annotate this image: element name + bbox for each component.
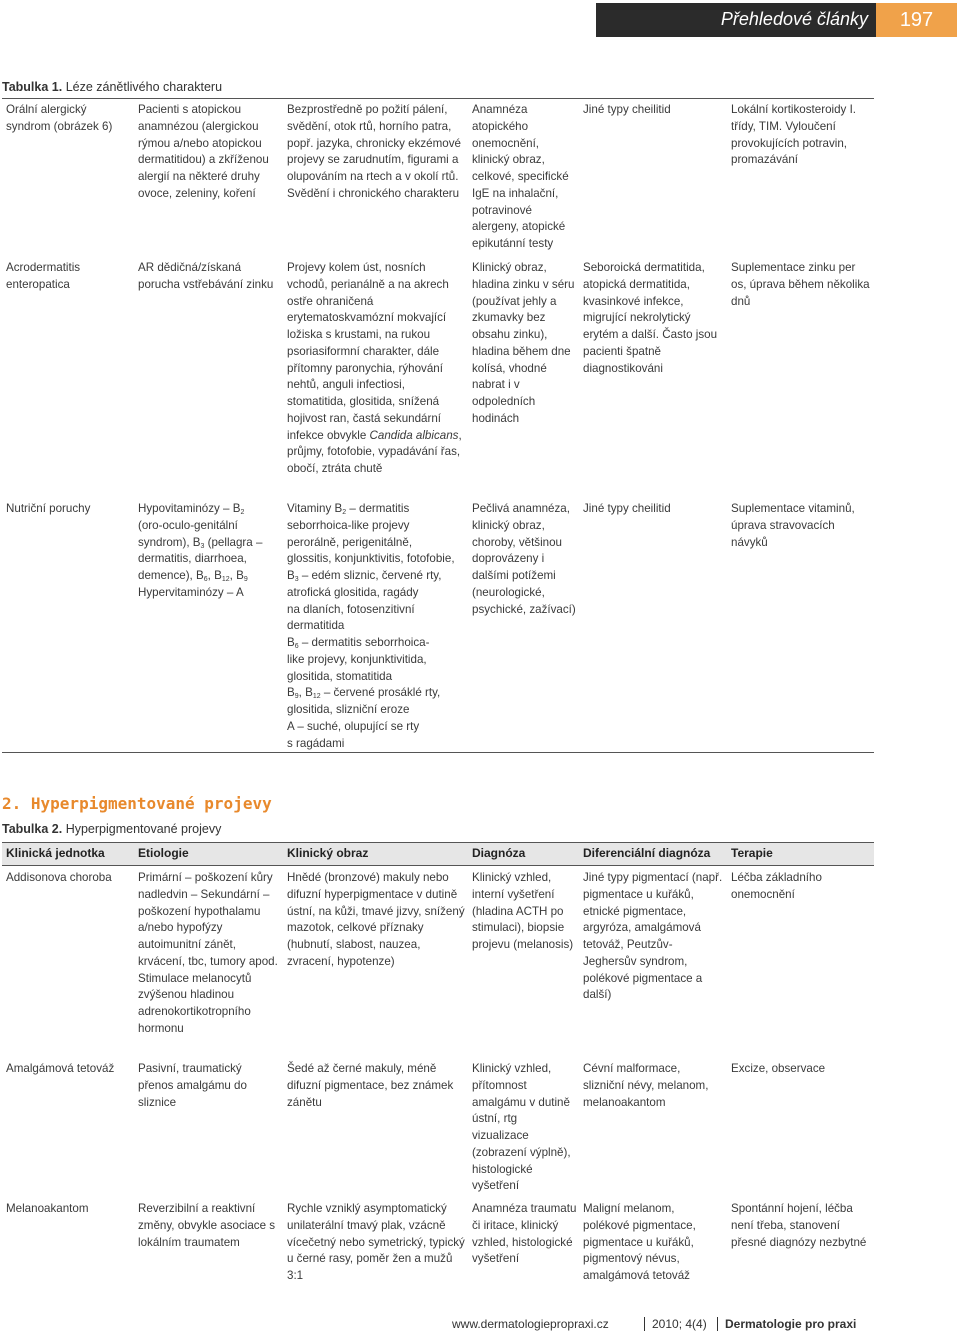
table2-caption [2,822,221,836]
t2r3-diagnosis: Anamnéza traumatu či iritace, klinický vzhled, histologické vyšetření [472,1202,577,1266]
footer-divider-2 [717,1317,718,1331]
table2-caption-label: Tabulka 2. [2,822,63,836]
t2r3-unit: Melanoakantom [6,1202,89,1215]
table2-header-differential: Diferenciální diagnóza [583,846,711,860]
t2r1-differential: Jiné typy pigmentací (např. pigmentace u kuřáků, etnické pigmentace, argyróza, amalgámová tetováž, Peutzův-Jeghersův syndrom, polékové pigmentace a další) [583,871,723,1002]
t2r3-clinical: Rychle vzniklý asymptomatický unilaterální tmavý plak, vzácně vícečetný nebo symetrický, typický u černé rasy, poměr žen a mužů 3:1 [287,1202,465,1282]
table1-caption-text: Léze zánětlivého charakteru [65,80,223,94]
t1r3-etiology: Hypovitaminózy – $B_2$ (oro-oculo-genitální syndrom), $B_3$ (pellagra – dermatitis, diarrhoea, demence), $B_6$, $B_{12}$, $B_9$ Hypervitaminózy – A [138,502,263,599]
table2-header-unit: Klinická jednotka [6,846,105,860]
t1r1-etiology: Pacienti s atopickou anamnézou (alergickou rýmou a/nebo atopickou dermatitidou) a zkříženou alergií na některé druhy ovoce, zeleniny, koření [138,103,269,200]
table2-header-diagnosis: Diagnóza [472,846,526,860]
t2r2-unit: Amalgámová tetováž [6,1062,115,1075]
table2-caption-text: Hyperpigmentované projevy [65,822,222,836]
t2r2-differential: Cévní malformace, slizniční névy, melanom, melanoakantom [583,1062,709,1109]
t1r3-differential: Jiné typy cheilitid [583,502,671,515]
section-title: Přehledové články [720,9,868,29]
t1r3-therapy: Suplementace vitaminů, úprava stravovacích návyků [731,502,855,549]
page-number: 197 [876,3,957,37]
t1r1-clinical: Bezprostředně po požití pálení, svědění, otok rtů, horního patra, popř. jazyka, chronicky ekzémové projevy se zarudnutím, figurami a olupováním na rtech a v okolí rtů. Svědění i chronického charakteru [287,103,461,200]
t1r2-therapy: Suplementace zinku per os, úprava během několika dnů [731,261,870,308]
t1r2-clinical [287,260,465,478]
section-heading: 2. Hyperpigmentované projevy [2,794,272,813]
t2r2-diagnosis: Klinický vzhled, přítomnost amalgámu v dutině ústní, rtg vizualizace (zobrazení výplně), histologické vyšetření [472,1062,571,1193]
table1-bottom-rule [2,752,874,753]
t1r1-diagnosis: Anamnéza atopického onemocnění, klinický obraz, celkové, specifické IgE na inhalační, potravinové alergeny, atopické epikutánní testy [472,103,569,250]
table2-header-therapy: Terapie [731,846,773,860]
footer-issue: 2010; 4(4) [652,1317,707,1331]
t2r1-etiology: Primární – poškození kůry nadledvin – Sekundární – poškození hypothalamu a/nebo hypofýzy autoimunitní zánět, krvácení, tbc, tumory apod. Stimulace melanocytů zvýšenou hladinou adrenokortikotropního hormonu [138,871,278,1035]
t2r2-clinical: Šedé až černé makuly, méně difuzní pigmentace, bez známek zánětu [287,1062,454,1109]
t1r3-diagnosis: Pečlivá anamnéza, klinický obraz, choroby, většinou doprovázeny i dalšími potížemi (neurologické, psychické, zažívací) [472,502,576,616]
footer-divider-1 [644,1317,645,1331]
footer-url: www.dermatologiepropraxi.cz [452,1317,609,1331]
t2r2-therapy: Excize, observace [731,1062,826,1075]
t2r3-therapy: Spontánní hojení, léčba není třeba, stanovení přesné diagnózy nezbytné [731,1202,867,1249]
footer-journal: Dermatologie pro praxi [725,1317,857,1331]
table2-header-clinical: Klinický obraz [287,846,369,860]
t1r1-unit: Orální alergický syndrom (obrázek 6) [6,103,113,133]
table1-caption-label: Tabulka 1. [2,80,63,94]
t1r2-differential: Seboroická dermatitida, atopická dermatitida, kvasinkové infekce, migrující nekrolytický erytém a další. Často jsou pacienti špatně diagnostikováni [583,261,718,375]
t2r3-etiology: Reverzibilní a reaktivní změny, obvykle asociace s lokálním traumatem [138,1202,276,1249]
t1r1-therapy: Lokální kortikosteroidy I. třídy, TIM. Vyloučení provokujících potravin, promazávání [731,103,857,167]
t1r1-differential: Jiné typy cheilitid [583,103,671,116]
t2r2-etiology: Pasivní, traumatický přenos amalgámu do sliznice [138,1062,247,1109]
t2r3-differential: Maligní melanom, polékové pigmentace, pigmentace u kuřáků, pigmentový névus, amalgámová tetováž [583,1202,696,1282]
t2r1-clinical: Hnědé (bronzové) makuly nebo difuzní hyperpigmentace v dutině ústní, na kůži, tmavé jizvy, snížený mazotok, celkové příznaky (hubnutí, slabost, nauzea, zvracení, hypotenze) [287,871,465,968]
t1r2-diagnosis: Klinický obraz, hladina zinku v séru (používat jehly a zkumavky bez obsahu zinku), hladina během dne kolísá, vhodné nabrat i v odpoledních hodinách [472,261,575,425]
t1r2-clinical-italic: Candida albicans [369,428,459,442]
t1r2-clinical-b: , průjmy, fotofobie, vypadávání řas, obočí, ztráta chutě [287,428,462,475]
table2-header-etiology: Etiologie [138,846,189,860]
t2r1-therapy: Léčba základního onemocnění [731,871,822,901]
t1r3-unit: Nutriční poruchy [6,502,91,515]
t1r2-clinical-a: Projevy kolem úst, nosních vchodů, perianálně a na akrech ostře ohraničená erytematoskvamózní mokvající ložiska s krustami, na rukou psoriasiformní charakter, dále přítomny paronychia, rýhování nehtů, anguli infectiosi, stomatitida, glositida, snížená hojivost ran, častá sekundární infekce obvykle [287,261,449,442]
table1-top-rule [2,98,874,99]
table1-caption [2,80,222,94]
t1r2-etiology: AR dědičná/získaná porucha vstřebávání zinku [138,261,274,291]
t2r1-unit: Addisonova choroba [6,871,112,884]
t1r2-unit: Acrodermatitis enteropatica [6,261,81,291]
t2r1-diagnosis: Klinický vzhled, interní vyšetření (hladina ACTH po stimulaci), biopsie projevu (melanosis) [472,871,574,951]
t1r3-clinical: Vitaminy $B_2$ – dermatitis seborrhoica-like projevy perorálně, perigenitálně, glossitis, konjunktivitis, fotofobie, $B_3$ – edém sliznic, červené rty, atrofická glositida, ragády na dlaních, fotosenzitivní dermatitida $B_6$ – dermatitis seborrhoica- like projevy, konjunktivitida, glositida, stomatitida $B_9$, $B_{12}$ – červené prosáklé rty, glositida, slizniční eroze A – suché, olupující se rty s ragádami [287,502,455,750]
